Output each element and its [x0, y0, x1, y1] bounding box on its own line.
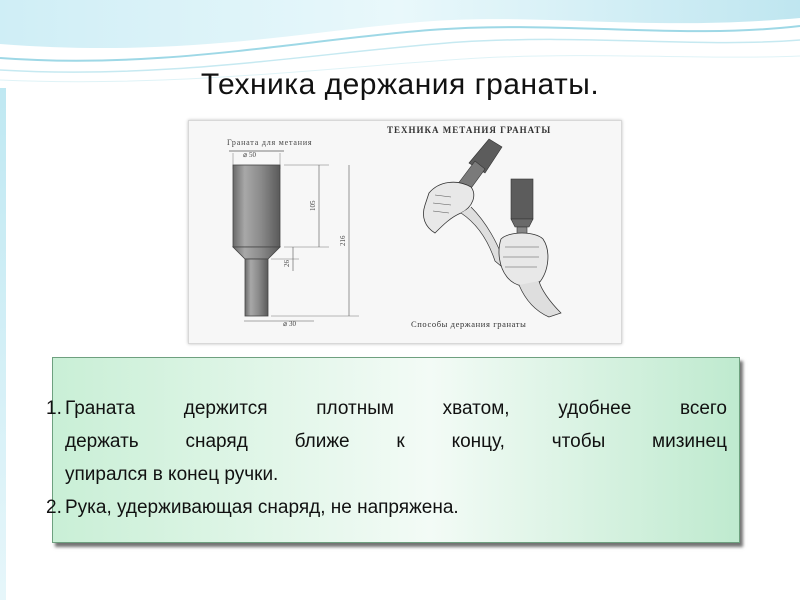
figure-left-caption: Граната для метания: [227, 138, 313, 147]
instructions-box: [46, 357, 740, 543]
grenade-illustration: [188, 120, 622, 344]
list-item: [46, 491, 741, 524]
list-item-text: [65, 491, 727, 524]
dim-height-neck: 26: [283, 260, 291, 267]
list-item-line: Граната держится плотным хватом, удобнее всего: [65, 398, 727, 419]
dim-top: ⌀ 50: [243, 151, 256, 159]
list-item: [46, 392, 741, 491]
list-item-line: Рука, удерживающая снаряд, не напряжена.: [65, 497, 459, 518]
dim-bottom: ⌀ 30: [283, 320, 296, 328]
list-item-number: 1.: [46, 398, 62, 419]
list-item-text: [65, 392, 727, 491]
dim-height-total: 216: [339, 235, 347, 246]
list-item-line: держать снаряд ближе к концу, чтобы мизинец: [65, 431, 727, 452]
figure-right-caption: Способы держания гранаты: [411, 319, 527, 329]
figure-header: ТЕХНИКА МЕТАНИЯ ГРАНАТЫ: [387, 125, 552, 135]
slide-title: Техника держания гранаты.: [200, 68, 600, 101]
left-decor-strip: [0, 88, 6, 600]
dim-height-body: 105: [309, 200, 317, 211]
list-item-number: 2.: [46, 497, 62, 518]
list-item-line: упирался в конец ручки.: [65, 464, 279, 485]
instructions-list: [46, 392, 741, 524]
